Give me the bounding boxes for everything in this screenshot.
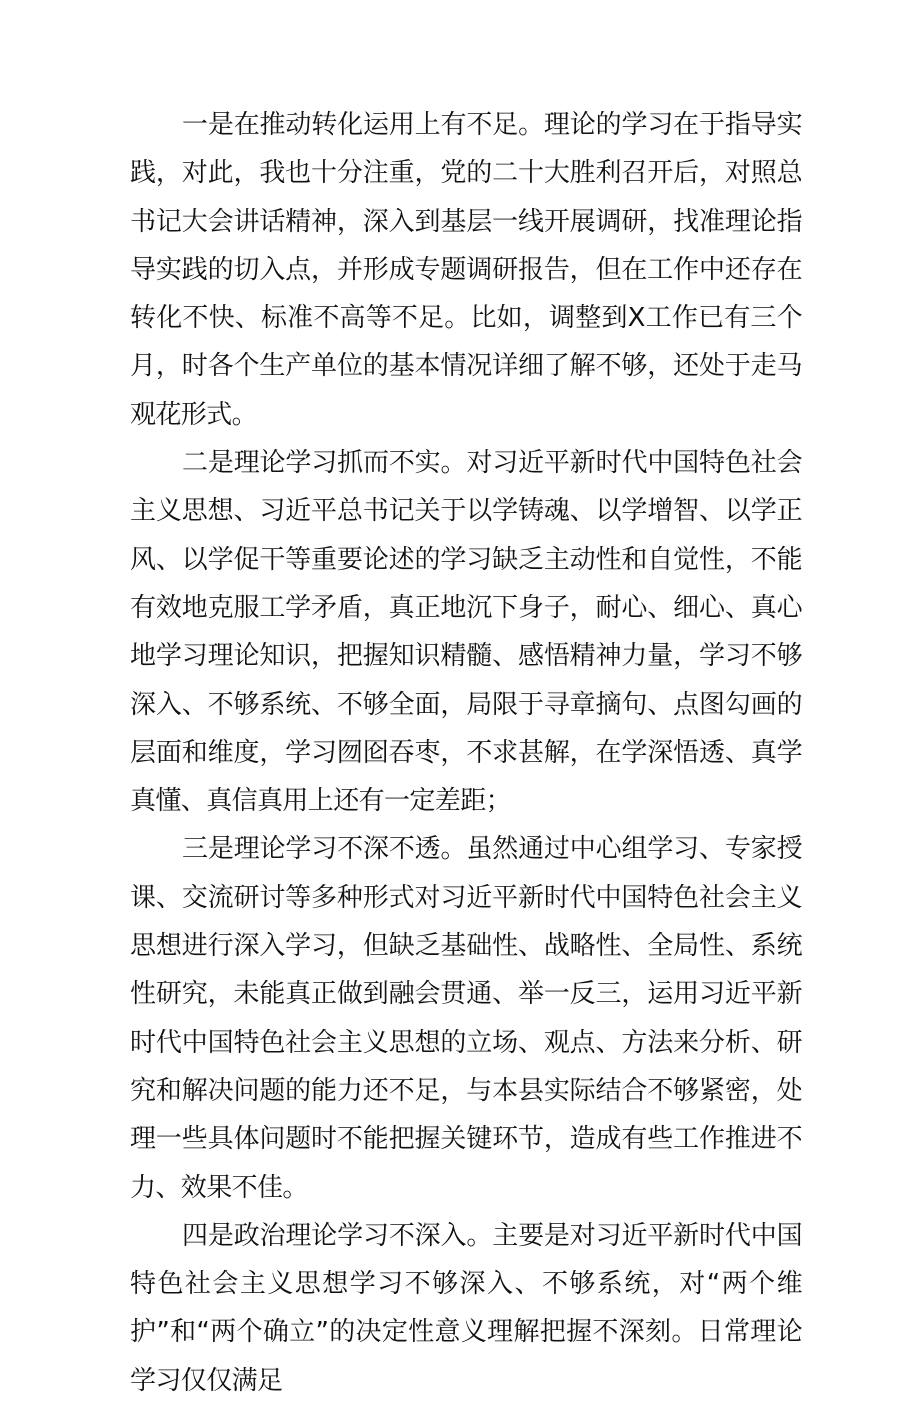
paragraph-2: 二是理论学习抓而不实。对习近平新时代中国特色社会主义思想、习近平总书记关于以学铸魂、以学增智、以学正风、以学促干等重要论述的学习缺乏主动性和自觉性，不能有效地克服工学矛盾，真正地沉下身子，耐心、细心、真心地学习理论知识，把握知识精髓、感悟精神力量，学习不够深入、不够系统、不够全面，局限于寻章摘句、点图勾画的层面和维度，学习囫囵吞枣，不求甚解，在学深悟透、真学真懂、真信真用上还有一定差距； bbox=[130, 448, 802, 817]
paragraph-3: 三是理论学习不深不透。虽然通过中心组学习、专家授课、交流研讨等多种形式对习近平新时代中国特色社会主义思想进行深入学习，但缺乏基础性、战略性、全局性、系统性研究，未能真正做到融会贯通、举一反三，运用习近平新时代中国特色社会主义思想的立场、观点、方法来分析、研究和解决问题的能力还不足，与本县实际结合不够紧密，处理一些具体问题时不能把握关键环节，造成有些工作推进不力、效果不佳。 bbox=[130, 834, 802, 1203]
paragraph-1: 一是在推动转化运用上有不足。理论的学习在于指导实践，对此，我也十分注重，党的二十大胜利召开后，对照总书记大会讲话精神，深入到基层一线开展调研，找准理论指导实践的切入点，并形成专题调研报告，但在工作中还存在转化不快、标准不高等不足。比如，调整到X工作已有三个月，时各个生产单位的基本情况详细了解不够，还处于走马观花形式。 bbox=[130, 110, 802, 430]
paragraph-4: 四是政治理论学习不深入。主要是对习近平新时代中国特色社会主义思想学习不够深入、不够系统，对“两个维护”和“两个确立”的决定性意义理解把握不深刻。日常理论学习仅仅满足 bbox=[130, 1220, 802, 1396]
document-body bbox=[130, 101, 802, 1405]
